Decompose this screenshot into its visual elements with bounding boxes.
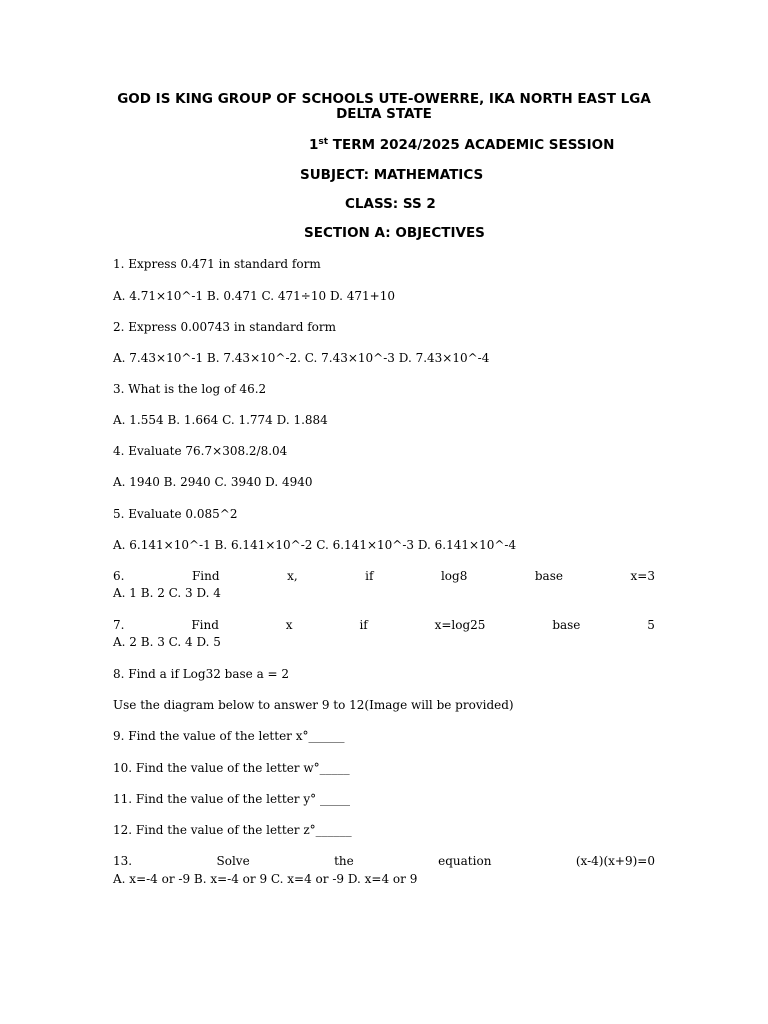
question-6-word: base: [534, 569, 563, 583]
term-session-text: TERM 2024/2025 ACADEMIC SESSION: [328, 137, 615, 153]
question-13-word: the: [334, 854, 354, 868]
question-7-word: 5: [647, 618, 655, 632]
question-3: 3. What is the log of 46.2: [113, 382, 267, 396]
term-ordinal-suffix: st: [318, 137, 329, 147]
question-5: 5. Evaluate 0.085^2: [113, 507, 238, 521]
question-13-options: A. x=-4 or -9 B. x=-4 or 9 C. x=4 or -9 D. x=4 or 9: [113, 872, 418, 886]
term-session: [309, 138, 614, 153]
question-6-word: log8: [440, 569, 468, 583]
question-13-word: Solve: [216, 854, 250, 868]
question-7-word: Find: [191, 618, 219, 632]
school-name: GOD IS KING GROUP OF SCHOOLS UTE-OWERRE, IKA NORTH EAST LGA DELTA STATE: [117, 91, 651, 122]
question-7-word: 7.: [113, 618, 125, 632]
question-7-word: if: [359, 618, 368, 632]
question-13: [113, 853, 655, 869]
question-9: 9. Find the value of the letter x°______: [113, 729, 345, 743]
question-10: 10. Find the value of the letter w°_____: [113, 761, 350, 775]
question-6-word: 6.: [113, 569, 125, 583]
question-3-options: A. 1.554 B. 1.664 C. 1.774 D. 1.884: [113, 413, 328, 427]
question-6-word: if: [365, 569, 374, 583]
question-4: 4. Evaluate 76.7×308.2/8.04: [113, 444, 288, 458]
question-5-options: A. 6.141×10^-1 B. 6.141×10^-2 C. 6.141×10^-3 D. 6.141×10^-4: [113, 538, 517, 552]
question-13-word: 13.: [113, 854, 133, 868]
question-1-options: A. 4.71×10^-1 B. 0.471 C. 471÷10 D. 471+10: [113, 289, 395, 303]
question-7-word: x=log25: [434, 618, 486, 632]
question-2-options: A. 7.43×10^-1 B. 7.43×10^-2. C. 7.43×10^-3 D. 7.43×10^-4: [113, 351, 490, 365]
question-2: 2. Express 0.00743 in standard form: [113, 320, 336, 334]
question-12: 12. Find the value of the letter z°______: [113, 823, 352, 837]
question-7: [113, 617, 655, 633]
question-6: [113, 568, 655, 584]
question-13-word: (x-4)(x+9)=0: [575, 854, 655, 868]
term-number: 1: [309, 137, 319, 153]
question-13-word: equation: [438, 854, 492, 868]
question-4-options: A. 1940 B. 2940 C. 3940 D. 4940: [113, 475, 313, 489]
section-heading: SECTION A: OBJECTIVES: [304, 225, 485, 241]
question-7-word: x: [285, 618, 293, 632]
question-8: 8. Find a if Log32 base a = 2: [113, 667, 290, 681]
question-11: 11. Find the value of the letter y° _____: [113, 792, 350, 806]
question-6-word: x,: [287, 569, 298, 583]
subject-heading: SUBJECT: MATHEMATICS: [300, 167, 484, 183]
diagram-instruction: Use the diagram below to answer 9 to 12(Image will be provided): [113, 698, 514, 712]
question-6-word: x=3: [630, 569, 655, 583]
question-6-word: Find: [191, 569, 220, 583]
question-7-options: A. 2 B. 3 C. 4 D. 5: [113, 635, 221, 649]
question-7-word: base: [552, 618, 581, 632]
question-1: 1. Express 0.471 in standard form: [113, 257, 321, 271]
class-heading: CLASS: SS 2: [345, 196, 436, 212]
question-6-options: A. 1 B. 2 C. 3 D. 4: [113, 586, 221, 600]
